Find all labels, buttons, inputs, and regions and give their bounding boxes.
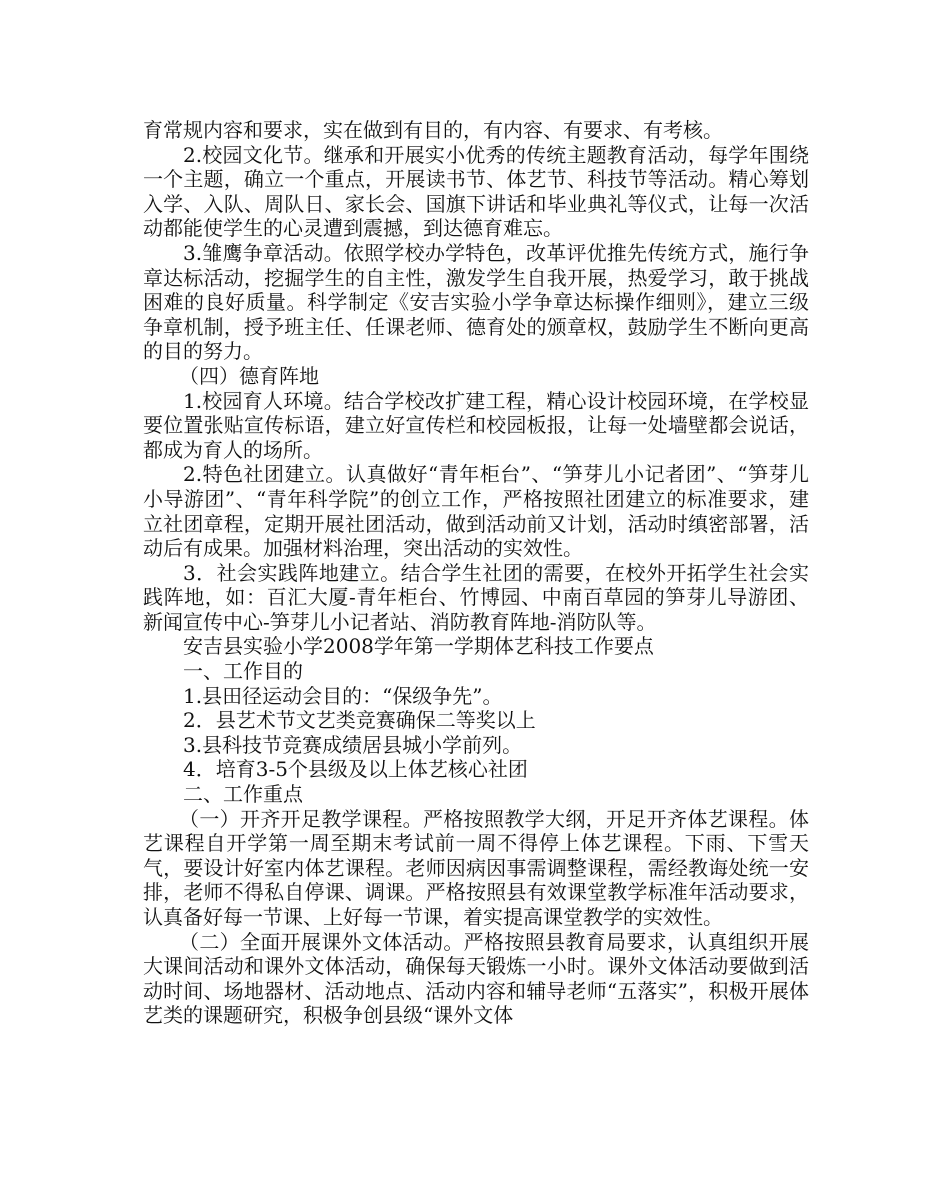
goal-item-4: 4．培育3-5个县级及以上体艺核心社团 bbox=[183, 757, 528, 782]
paragraph-eagle-badge-activity: 3.雏鹰争章活动。依照学校办学特色，改革评优推先传统方式，施行争章达标活动，挖掘学生的自主性，激发学生自我开展，热爱学习，敢于挑战困难的良好质量。科学制定《安吉实验小学争章达标操作细则》，建立三级争章机制，授予班主任、任课老师、德育处的颁章权，鼓励学生不断向更高的目的努力。 bbox=[143, 240, 809, 364]
paragraph-campus-culture-festival: 2.校园文化节。继承和开展实小优秀的传统主题教育活动，每学年围绕一个主题，确立一个重点，开展读书节、体艺节、科技节等活动。精心筹划入学、入队、周队日、家长会、国旗下讲话和毕业典礼等仪式，让每一次活动都能使学生的心灵遭到震撼，到达德育难忘。 bbox=[143, 142, 809, 241]
paragraph-extracurricular-activities: （二）全面开展课外文体活动。严格按照县教育局要求，认真组织开展大课间活动和课外文体活动，确保每天锻炼一小时。课外文体活动要做到活动时间、场地器材、活动地点、活动内容和辅导老师“五落实”，积极开展体艺类的课题研究，积极争创县级“课外文体 bbox=[143, 929, 809, 1028]
section-heading-work-focus: 二、工作重点 bbox=[183, 782, 303, 807]
goal-item-2: 2．县艺术节文艺类竞赛确保二等奖以上 bbox=[183, 708, 536, 733]
paragraph-social-practice-base: 3．社会实践阵地建立。结合学生社团的需要，在校外开拓学生社会实践阵地，如：百汇大厦-青年柜台、竹博园、中南百草园的笋芽儿导游团、新闻宣传中心-笋芽儿小记者站、消防教育阵地-消防队等。 bbox=[143, 560, 809, 634]
section-heading-work-goals: 一、工作目的 bbox=[183, 659, 303, 684]
document-page bbox=[143, 118, 809, 1028]
paragraph-continuation: 育常规内容和要求，实在做到有目的，有内容、有要求、有考核。 bbox=[143, 118, 723, 142]
document-subtitle: 安吉县实验小学2008学年第一学期体艺科技工作要点 bbox=[183, 634, 654, 659]
goal-item-1: 1.县田径运动会目的：“保级争先”。 bbox=[183, 683, 503, 708]
paragraph-club-building: 2.特色社团建立。认真做好“青年柜台”、“笋芽儿小记者团”、“笋芽儿小导游团”、“青年科学院”的创立工作，严格按照社团建立的标准要求，建立社团章程，定期开展社团活动，做到活动前又计划，活动时缜密部署，活动后有成果。加强材料治理，突出活动的实效性。 bbox=[143, 462, 809, 561]
goal-item-3: 3.县科技节竞赛成绩居县城小学前列。 bbox=[183, 732, 523, 757]
paragraph-courses: （一）开齐开足教学课程。严格按照教学大纲，开足开齐体艺课程。体艺课程自开学第一周至期末考试前一周不得停上体艺课程。下雨、下雪天气，要设计好室内体艺课程。老师因病因事需调整课程，需经教诲处统一安排，老师不得私自停课、调课。严格按照县有效课堂教学标准年活动要求，认真备好每一节课、上好每一节课，着实提高课堂教学的实效性。 bbox=[143, 806, 809, 929]
paragraph-campus-environment: 1.校园育人环境。结合学校改扩建工程，精心设计校园环境，在学校显要位置张贴宣传标语，建立好宣传栏和校园板报，让每一处墙壁都会说话，都成为育人的场所。 bbox=[143, 388, 809, 462]
section-heading-moral-education-base: （四）德育阵地 bbox=[179, 363, 319, 388]
